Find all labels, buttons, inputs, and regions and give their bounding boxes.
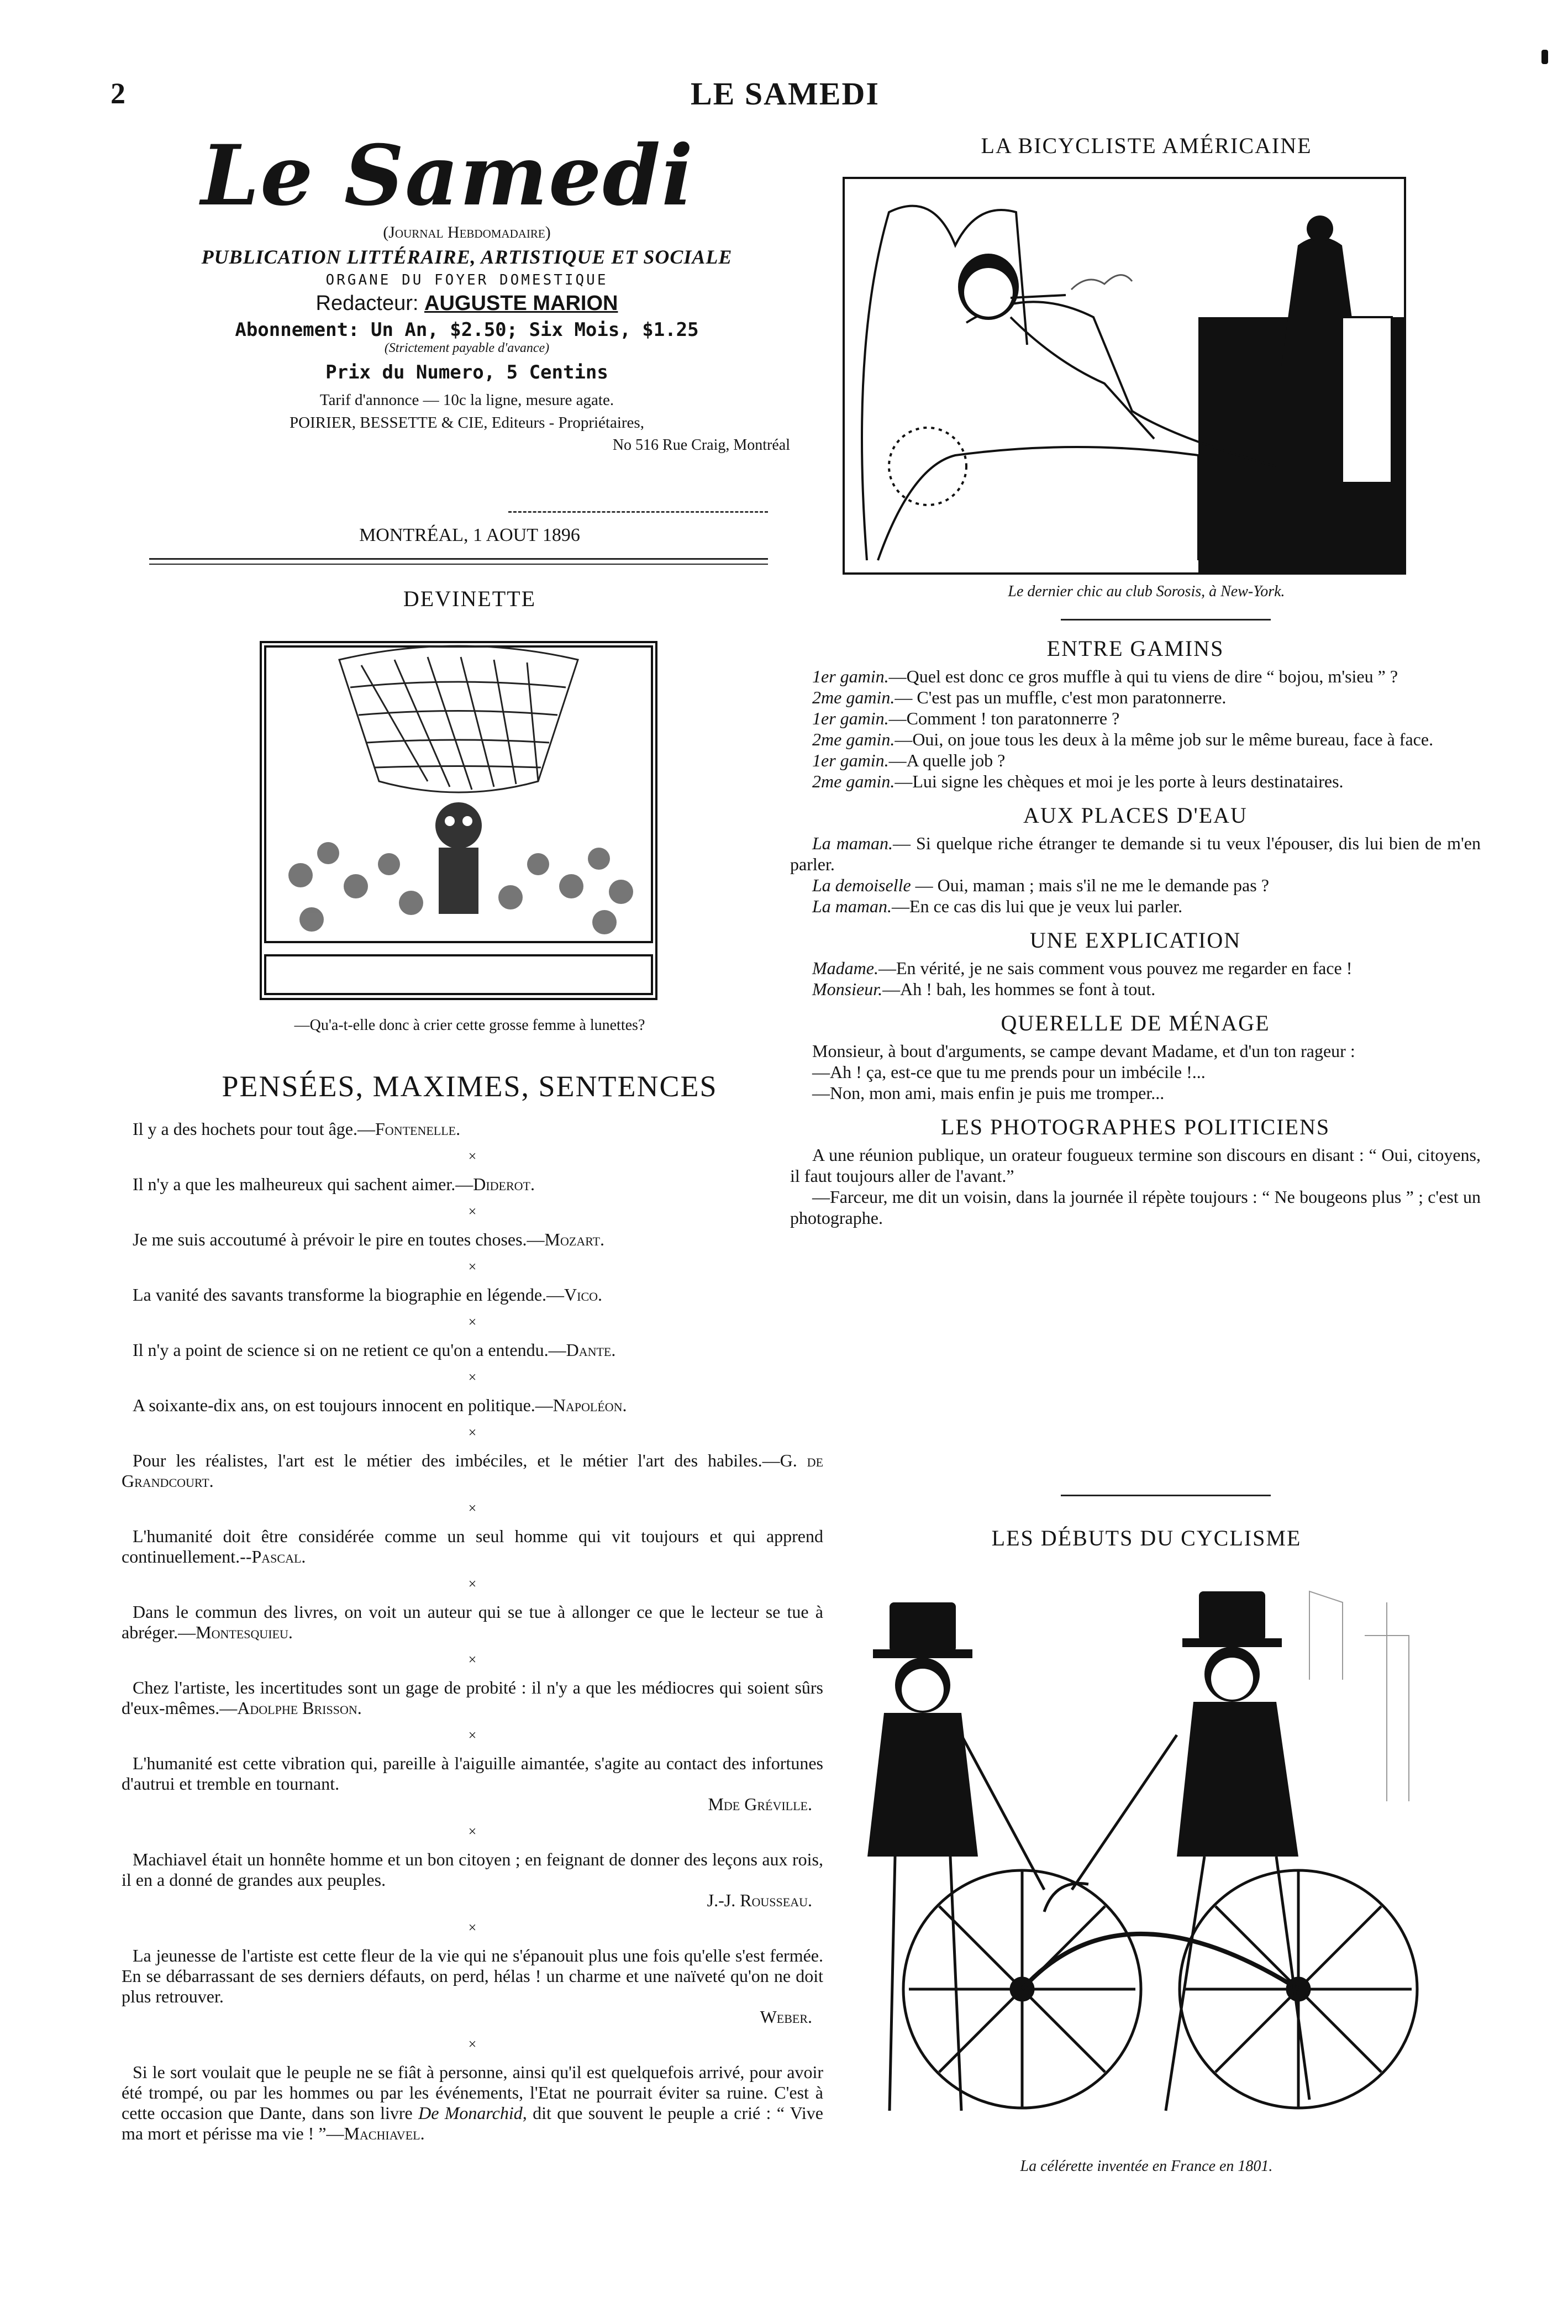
querelle-heading: QUERELLE DE MÉNAGE [1001, 1011, 1270, 1035]
separator: × [468, 1203, 477, 1219]
masthead-editor [111, 292, 823, 316]
maxim: Je me suis accoutumé à prévoir le pire en toutes choses.—Mozart. [133, 1229, 605, 1249]
separator: × [468, 1369, 477, 1385]
devinette-caption: —Qu'a-t-elle donc à crier cette grosse femme à lunettes? [294, 1017, 645, 1034]
maxim: Si le sort voulait que le peuple ne se fiât à personne, ainsi qu'il est quelquefois arrivé, pour avoir été trompé, ou par les hommes ou par les événements, l'Etat ne pourrait éviter sa ruine. C'est à cette occasion que Dante, dans son livre De Monarchid, dit que souvent le peuple a crié : “ Vive ma mort et périsse ma vie ! ”—Machiavel. [122, 2062, 824, 2143]
separator: × [468, 1576, 477, 1592]
separator: × [468, 1148, 477, 1164]
divider [1061, 619, 1271, 621]
editor-name: AUGUSTE MARION [424, 291, 618, 315]
maxim: Il n'y a point de science si on ne retient ce qu'on a entendu.—Dante. [133, 1340, 616, 1360]
maxim: Dans le commun des livres, on voit un auteur qui se tue à allonger ce que le lecteur se tue à abréger.—Montesquieu. [122, 1602, 823, 1642]
maxim-author: Mde Gréville. [708, 1794, 812, 1814]
devinette-illustration [260, 641, 657, 1000]
separator: × [468, 1500, 477, 1516]
dialogue-line: —Ah ! ça, est-ce que tu me prends pour un imbécile !... [812, 1062, 1206, 1082]
separator: × [468, 2036, 477, 2052]
separator: × [468, 1727, 477, 1743]
divider [1061, 1495, 1271, 1496]
divider [149, 564, 768, 565]
bicycliste-heading: LA BICYCLISTE AMÉRICAINE [981, 133, 1312, 158]
masthead-journal-type: (Journal Hebdomadaire) [383, 223, 551, 241]
separator: × [468, 1314, 477, 1330]
maxim-author: Weber. [760, 2007, 812, 2027]
entre-gamins-heading: ENTRE GAMINS [1046, 636, 1224, 661]
maxim: Machiavel était un honnête homme et un bon citoyen ; en feignant de donner des leçons aux rois, il en a donné de grandes aux peuples. [122, 1849, 823, 1890]
devinette-heading: DEVINETTE [403, 586, 536, 611]
dialogue-line: Madame.—En vérité, je ne sais comment vous pouvez me regarder en face ! [812, 958, 1353, 978]
photographes-heading: LES PHOTOGRAPHES POLITICIENS [940, 1114, 1330, 1139]
masthead-publication: PUBLICATION LITTÉRAIRE, ARTISTIQUE ET SOCIALE [201, 245, 733, 268]
dialogue-line: Monsieur.—Ah ! bah, les hommes se font à tout. [812, 979, 1156, 999]
maxims-column [122, 1119, 823, 2144]
masthead-subscription: Abonnement: Un An, $2.50; Six Mois, $1.25 [235, 318, 699, 341]
margin-mark [1541, 50, 1548, 64]
divider [149, 558, 768, 560]
masthead-tariff: Tarif d'annonce — 10c la ligne, mesure agate. [319, 391, 614, 409]
dialogue-line: 1er gamin.—A quelle job ? [812, 750, 1006, 770]
dialogue-line: 1er gamin.—Quel est donc ce gros muffle à qui tu viens de dire “ bojou, m'sieu ” ? [812, 666, 1398, 686]
separator: × [468, 1259, 477, 1275]
newspaper-header-title: LE SAMEDI [691, 76, 880, 112]
cyclisme-illustration [812, 1569, 1481, 2144]
issue-date: MONTRÉAL, 1 AOUT 1896 [359, 525, 580, 545]
maxim: La jeunesse de l'artiste est cette fleur de la vie qui ne s'épanouit plus une fois qu'elle s'est fermée. En se débarrassant de ses derniers défauts, on perd, hélas ! un charme et une naïveté qu'on ne doit plus retrouver. [122, 1946, 823, 2006]
photographes-paragraph: A une réunion publique, un orateur fougueux termine son discours en disant : “ Oui, citoyens, il faut toujours aller de l'avant.” [790, 1145, 1481, 1186]
maxim: La vanité des savants transforme la biographie en légende.—Vico. [133, 1285, 603, 1305]
maxim-author: J.-J. Rousseau. [707, 1890, 812, 1910]
dialogue-line: La maman.— Si quelque riche étranger te demande si tu veux l'épouser, dis lui bien de m'en parler. [790, 833, 1481, 874]
maxim: L'humanité doit être considérée comme un seul homme qui vit toujours et qui apprend continuellement.--Pascal. [122, 1526, 823, 1566]
explication-heading: UNE EXPLICATION [1029, 928, 1241, 953]
editor-label: Redacteur: [315, 291, 419, 315]
maxim: Pour les réalistes, l'art est le métier des imbéciles, et le métier l'art des habiles.—G. de Grandcourt. [122, 1450, 824, 1491]
querelle-intro: Monsieur, à bout d'arguments, se campe devant Madame, et d'un ton rageur : [812, 1041, 1355, 1061]
cyclisme-caption: La célérette inventée en France en 1801. [1020, 2158, 1273, 2175]
separator: × [468, 1920, 477, 1936]
masthead [111, 127, 823, 454]
cyclisme-heading: LES DÉBUTS DU CYCLISME [991, 1526, 1302, 1550]
dialogue-line: —Non, mon ami, mais enfin je puis me tromper... [812, 1083, 1165, 1103]
dialogue-line: La demoiselle — Oui, maman ; mais s'il ne me le demande pas ? [812, 875, 1269, 895]
separator: × [468, 1823, 477, 1839]
bicycliste-illustration [843, 177, 1406, 575]
masthead-price: Prix du Numero, 5 Centins [325, 361, 608, 383]
masthead-address: No 516 Rue Craig, Montréal [612, 436, 790, 454]
aux-places-heading: AUX PLACES D'EAU [1023, 803, 1248, 828]
maxim: Chez l'artiste, les incertitudes sont un gage de probité : il n'y a que les médiocres qui soient sûrs d'eux-mêmes.—Adolphe Brisson. [122, 1678, 823, 1718]
separator: × [468, 1424, 477, 1440]
maxim: L'humanité est cette vibration qui, pareille à l'aiguille aimantée, s'agite au contact des infortunes d'autrui et tremble en tournant. [122, 1753, 823, 1794]
masthead-logo: Le Samedi [201, 127, 694, 224]
pensees-heading: PENSÉES, MAXIMES, SENTENCES [222, 1070, 718, 1103]
page-number: 2 [111, 77, 125, 110]
dialogue-line: 2me gamin.—Oui, on joue tous les deux à la même job sur le même bureau, face à face. [812, 729, 1434, 749]
dialogue-line: La maman.—En ce cas dis lui que je veux lui parler. [812, 896, 1183, 916]
masthead-subscription-note: (Strictement payable d'avance) [384, 340, 550, 355]
masthead-publishers: POIRIER, BESSETTE & CIE, Editeurs - Propriétaires, [290, 413, 644, 432]
photographes-paragraph: —Farceur, me dit un voisin, dans la journée il répète toujours : “ Ne bougeons plus ” ; c'est un photographe. [790, 1187, 1481, 1228]
maxim: Il y a des hochets pour tout âge.—Fontenelle. [133, 1119, 461, 1139]
right-column-text [790, 638, 1481, 1228]
separator: × [468, 1652, 477, 1668]
maxim: A soixante-dix ans, on est toujours innocent en politique.—Napoléon. [133, 1395, 627, 1415]
dialogue-line: 2me gamin.—Lui signe les chèques et moi je les porte à leurs destinataires. [812, 771, 1344, 791]
maxim: Il n'y a que les malheureux qui sachent aimer.—Diderot. [133, 1174, 535, 1194]
divider [508, 511, 768, 513]
dialogue-line: 1er gamin.—Comment ! ton paratonnerre ? [812, 708, 1120, 728]
masthead-organ: ORGANE DU FOYER DOMESTIQUE [325, 271, 608, 288]
bicycliste-caption: Le dernier chic au club Sorosis, à New-York. [1008, 583, 1285, 600]
dialogue-line: 2me gamin.— C'est pas un muffle, c'est mon paratonnerre. [812, 687, 1227, 707]
